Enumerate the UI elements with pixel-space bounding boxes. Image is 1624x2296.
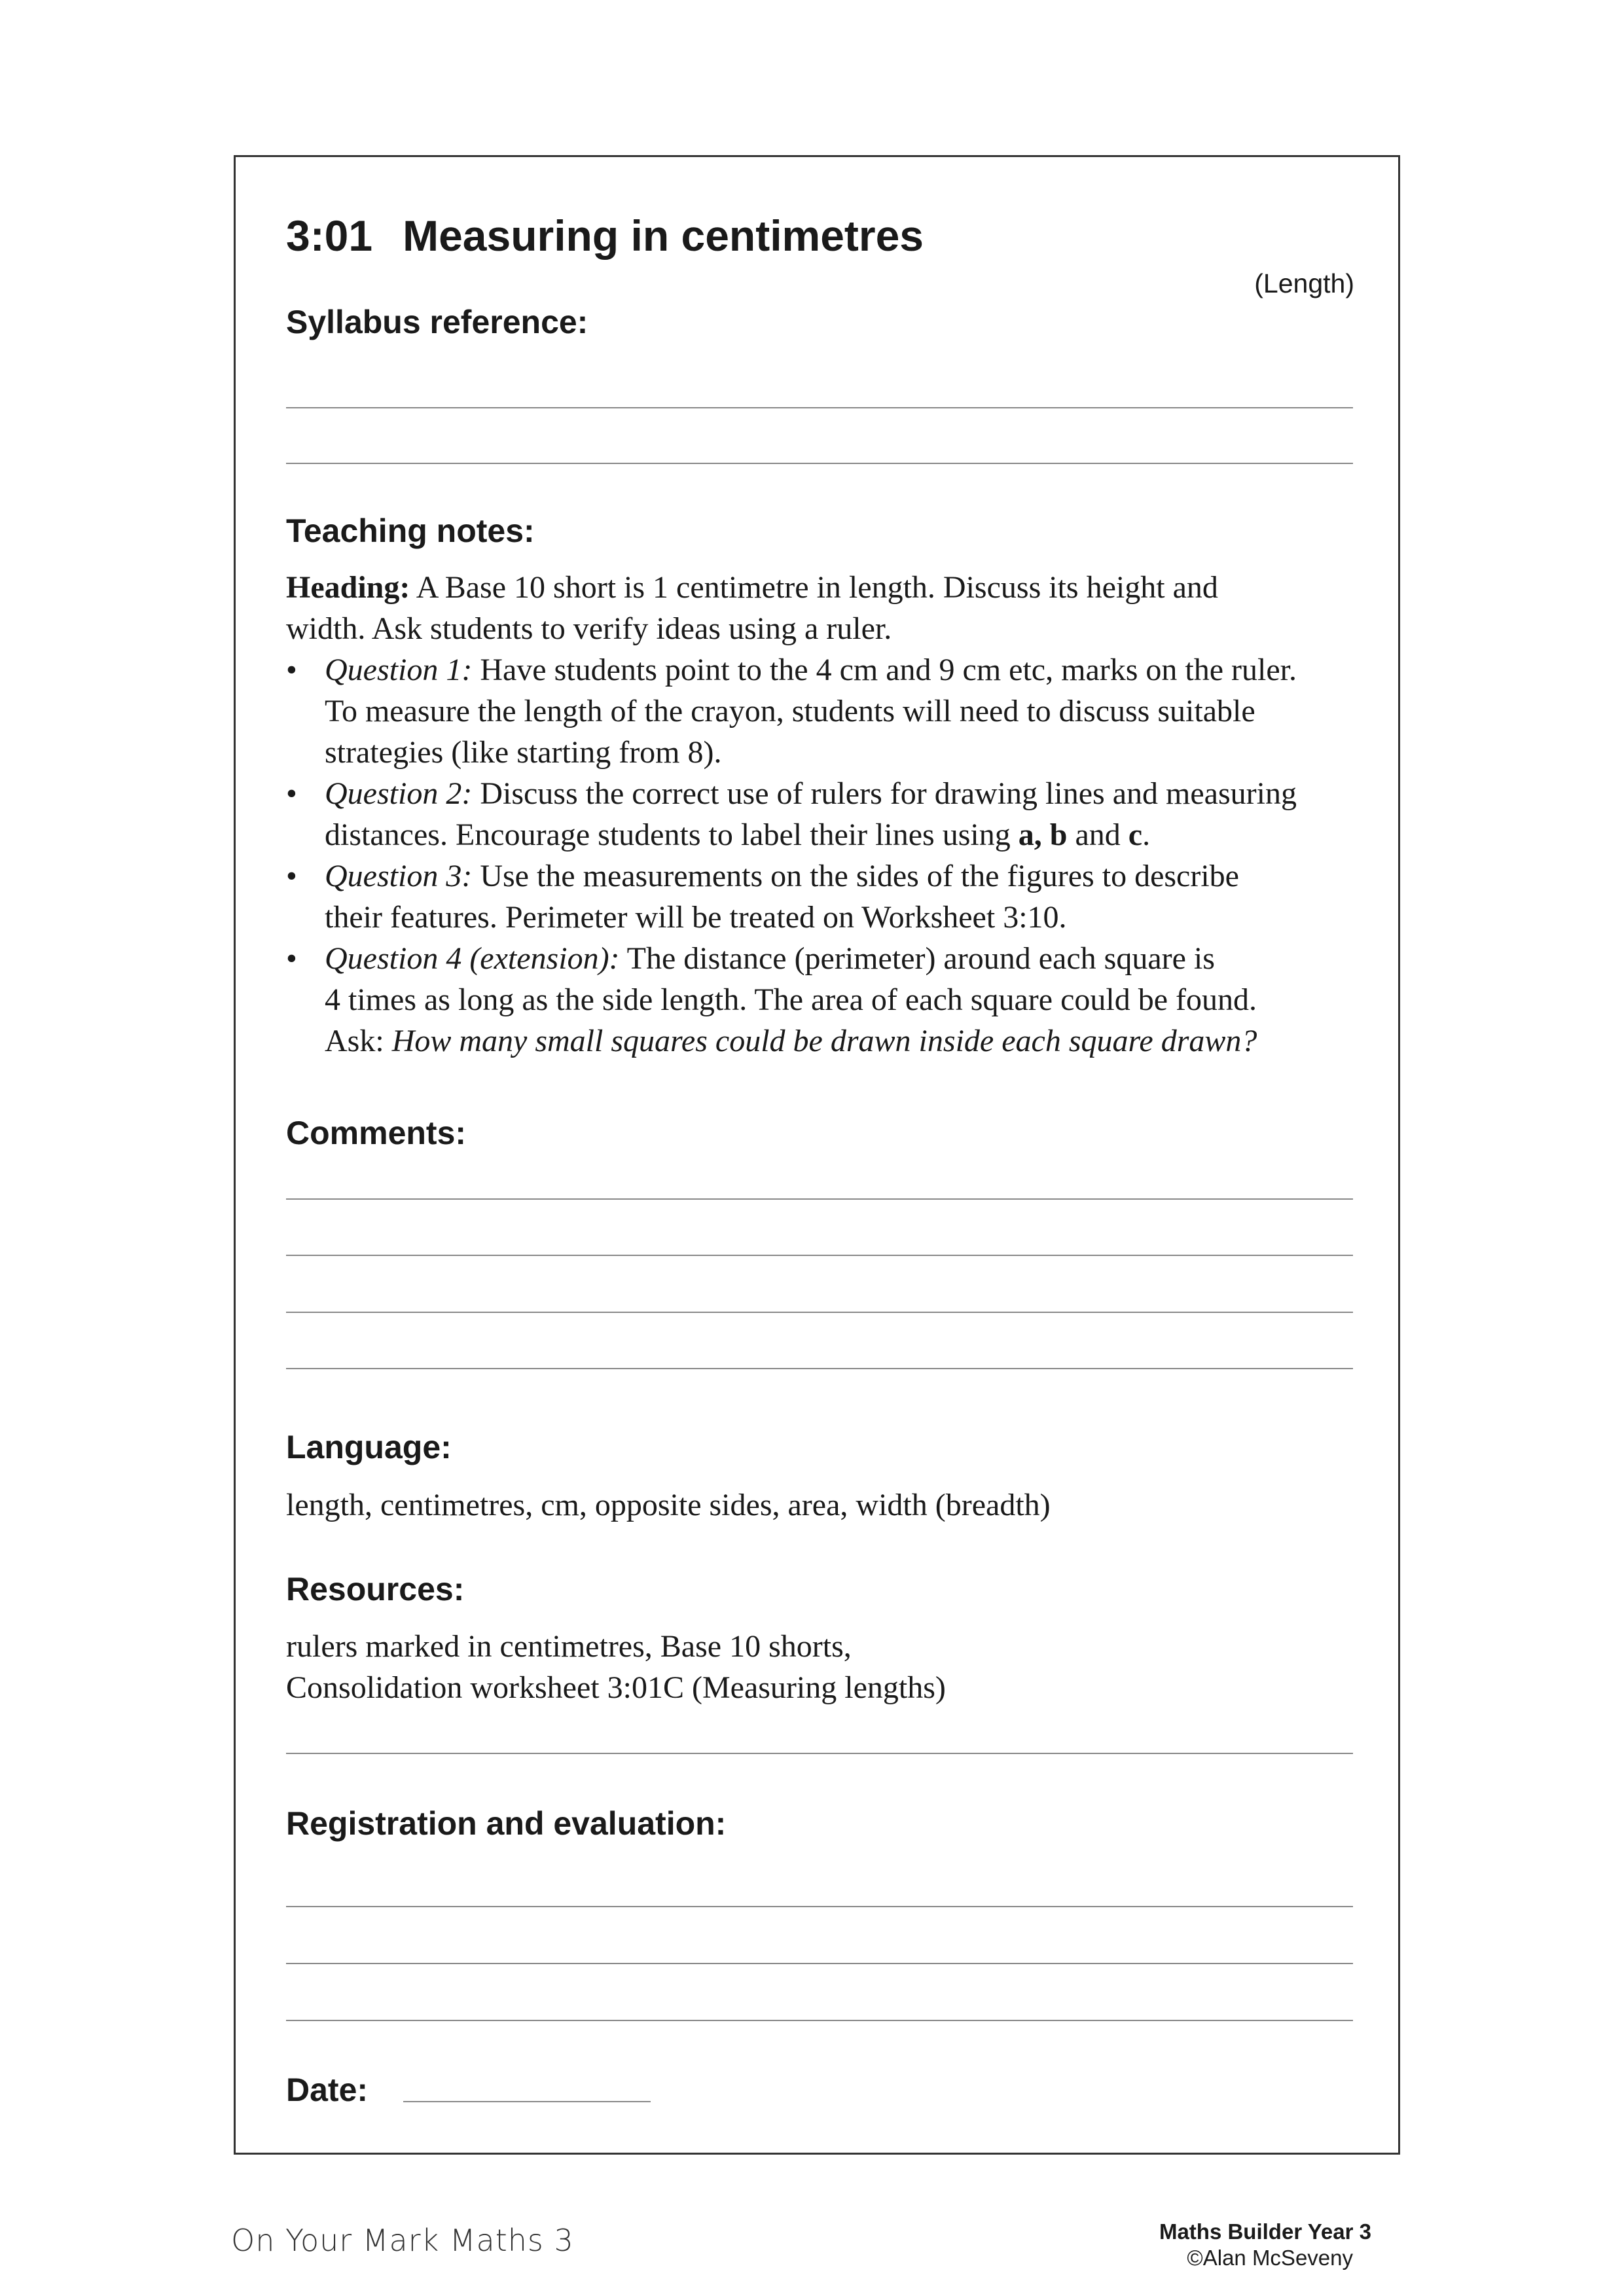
question-2-text: Discuss the correct use of rulers for drawing lines and measuring [472,776,1297,811]
teaching-notes-body [286,567,1366,1062]
and-text: and [1067,817,1128,852]
question-3-text: Use the measurements on the sides of the figures to describe [472,859,1239,893]
heading-note-text-2: width. Ask students to verify ideas using a ruler. [286,611,892,646]
worksheet-number: 3:01 [286,211,373,260]
comments-line-3[interactable] [286,1312,1353,1313]
bullet-icon: • [286,776,297,811]
list-item [286,649,1366,773]
bullet-icon: • [286,653,297,687]
resources-line-2: Consolidation worksheet 3:01C (Measuring lengths) [286,1670,946,1705]
resources-heading: Resources: [286,1571,465,1607]
question-3-text-2: their features. Perimeter will be treated on Worksheet 3:10. [325,900,1067,935]
list-item [286,855,1366,938]
syllabus-heading: Syllabus reference: [286,304,588,340]
bullet-icon: • [286,859,297,893]
registration-heading: Registration and evaluation: [286,1805,727,1842]
label-c: c [1128,817,1143,852]
label-ab: a, b [1018,817,1068,852]
heading-note-label: Heading: [286,570,410,605]
question-1-text-2: To measure the length of the crayon, students will need to discuss suitable [325,694,1255,728]
comments-line-4[interactable] [286,1368,1353,1369]
registration-line-1[interactable] [286,1906,1353,1907]
topic-label: (Length) [1254,268,1354,298]
date-field[interactable] [403,2101,651,2102]
copyright: ©Alan McSeveny [1187,2246,1353,2270]
question-4-text-2: 4 times as long as the side length. The area of each square could be found. [325,982,1257,1017]
worksheet-frame [234,155,1400,2155]
registration-line-2[interactable] [286,1963,1353,1964]
question-4-label: Question 4 (extension): [325,941,620,976]
comments-line-2[interactable] [286,1255,1353,1256]
resources-line-1: rulers marked in centimetres, Base 10 shorts, [286,1629,852,1664]
question-4-text: The distance (perimeter) around each square is [619,941,1215,976]
heading-note [286,567,1366,649]
question-3-label: Question 3: [325,859,473,893]
question-1-text-3: strategies (like starting from 8). [325,735,722,770]
question-1-text: Have students point to the 4 cm and 9 cm etc, marks on the ruler. [472,653,1297,687]
list-item [286,773,1366,855]
question-1-label: Question 1: [325,653,473,687]
language-heading: Language: [286,1429,452,1465]
bullet-icon: • [286,941,297,976]
ask-label: Ask: [325,1024,392,1058]
question-2-text-2: distances. Encourage students to label their lines using [325,817,1019,852]
period: . [1142,817,1151,852]
book-title: Maths Builder Year 3 [1159,2219,1371,2244]
comments-line-1[interactable] [286,1198,1353,1200]
page-title [286,211,924,260]
syllabus-line-1[interactable] [286,407,1353,408]
date-label: Date: [286,2072,369,2108]
series-title: On Your Mark Maths 3 [231,2223,574,2258]
resources-text [286,1626,946,1708]
question-2-label: Question 2: [325,776,473,811]
heading-note-text: A Base 10 short is 1 centimetre in length. Discuss its height and [410,570,1218,605]
language-text: length, centimetres, cm, opposite sides, area, width (breadth) [286,1488,1051,1522]
comments-heading: Comments: [286,1115,467,1151]
syllabus-line-2[interactable] [286,463,1353,464]
question-notes-list [286,649,1366,1062]
footer-credit [913,2219,1371,2271]
worksheet-title: Measuring in centimetres [403,211,924,260]
resources-line[interactable] [286,1753,1353,1754]
registration-line-3[interactable] [286,2020,1353,2021]
teaching-notes-heading: Teaching notes: [286,512,535,549]
ask-question: How many small squares could be drawn inside each square drawn? [391,1024,1257,1058]
list-item [286,938,1366,1062]
